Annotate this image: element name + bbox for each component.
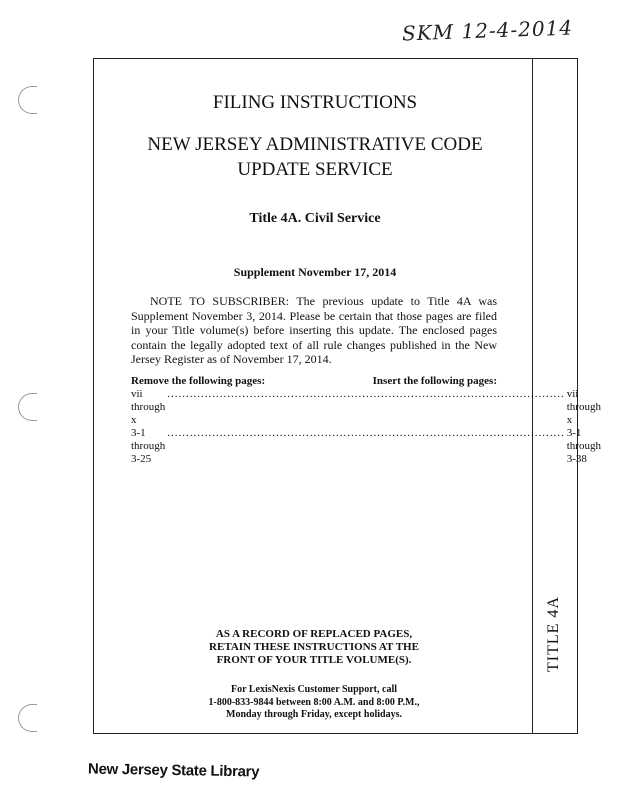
record-notice — [150, 628, 478, 667]
table-row — [131, 388, 601, 427]
record-line1: AS A RECORD OF REPLACED PAGES, — [215, 628, 413, 640]
punch-hole-bottom — [18, 704, 37, 732]
title-subtitle: Title 4A. Civil Service — [249, 211, 381, 226]
pages-table — [131, 375, 601, 466]
remove-pages: 3-1 through 3-25 — [131, 427, 166, 465]
insert-pages: 3-1 through 3-38 — [566, 427, 601, 465]
record-line3: FRONT OF YOUR TITLE VOLUME(S). — [216, 654, 412, 666]
insert-pages: vii through x — [566, 388, 601, 426]
support-line2: 1-800-833-9844 between 8:00 A.M. and 8:00 P.M., — [208, 696, 420, 708]
insert-header: Insert the following pages: — [372, 375, 497, 387]
remove-header: Remove the following pages: — [131, 375, 266, 387]
table-row — [131, 427, 601, 466]
code-title-line2: UPDATE SERVICE — [237, 159, 393, 180]
support-line1: For LexisNexis Customer Support, call — [230, 684, 397, 695]
handwritten-annotation: SKM 12-4-2014 — [401, 15, 574, 46]
record-line2: RETAIN THESE INSTRUCTIONS AT THE — [209, 641, 419, 653]
customer-support — [150, 684, 478, 722]
punch-hole-middle — [18, 393, 37, 421]
remove-pages: vii through x — [131, 388, 166, 426]
bottom-rule — [93, 733, 577, 734]
code-title-line1: NEW JERSEY ADMINISTRATIVE CODE — [147, 134, 483, 155]
support-line3: Monday through Friday, except holidays. — [226, 709, 402, 720]
subscriber-note: NOTE TO SUBSCRIBER: The previous update to Title 4A was Supplement November 3, 2014. Please be certain that those pages are filed in your Title volume(s) before inserting this update. The enclosed pages contain the legally adopted text of all rule changes published in the New Jersey Register as of November 17, 2014. — [131, 294, 497, 366]
top-rule — [93, 58, 577, 59]
punch-hole-top — [18, 86, 37, 114]
code-title — [100, 132, 530, 182]
leader-dots: .......................................................................................................... — [167, 427, 565, 439]
page-title: FILING INSTRUCTIONS — [212, 92, 418, 113]
library-stamp: New Jersey State Library — [87, 760, 260, 781]
leader-dots: .......................................................................................................... — [167, 388, 565, 400]
left-margin-line — [93, 58, 94, 734]
pages-table-header — [131, 375, 497, 387]
title-tab-label: TITLE 4A — [545, 596, 562, 672]
supplement-date: Supplement November 17, 2014 — [233, 265, 397, 279]
